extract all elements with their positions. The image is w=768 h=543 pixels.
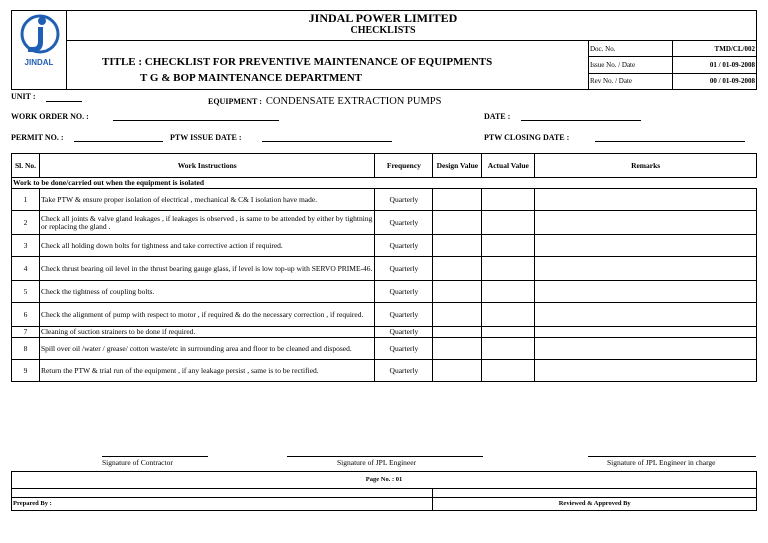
table-row xyxy=(12,235,757,257)
row-text: Check the tightness of coupling bolts. xyxy=(39,281,374,303)
row-frequency: Quarterly xyxy=(375,211,433,235)
row-design-value[interactable] xyxy=(433,235,482,257)
doc-info-row xyxy=(589,57,757,73)
row-design-value[interactable] xyxy=(433,257,482,281)
row-design-value[interactable] xyxy=(433,338,482,360)
row-actual-value[interactable] xyxy=(482,303,535,327)
footer-page-row xyxy=(12,472,757,489)
row-text: Check the alignment of pump with respect to motor , if required & do the necessary correction , if required. xyxy=(39,303,374,327)
row-frequency: Quarterly xyxy=(375,303,433,327)
col-header-design: Design Value xyxy=(433,154,482,178)
row-actual-value[interactable] xyxy=(482,235,535,257)
row-design-value[interactable] xyxy=(433,281,482,303)
row-sl: 2 xyxy=(12,211,40,235)
row-sl: 5 xyxy=(12,281,40,303)
doc-info-row xyxy=(589,73,757,89)
page-number: Page No. : 01 xyxy=(12,472,757,489)
row-actual-value[interactable] xyxy=(482,257,535,281)
row-text: Spill over oil /water / grease/ cotton waste/etc in surrounding area and floor to be cleaned and disposed. xyxy=(39,338,374,360)
row-actual-value[interactable] xyxy=(482,189,535,211)
date-label: DATE : xyxy=(484,112,511,121)
company-logo xyxy=(16,12,62,72)
work-order-label: WORK ORDER NO. : xyxy=(11,112,89,121)
col-header-actual: Actual Value xyxy=(482,154,535,178)
signature-label-jpl-engineer: Signature of JPL Engineer xyxy=(337,458,417,467)
col-header-remarks: Remarks xyxy=(535,154,757,178)
col-header-work: Work Instructions xyxy=(39,154,374,178)
section-title-row xyxy=(12,178,757,189)
row-remarks[interactable] xyxy=(535,189,757,211)
row-sl: 8 xyxy=(12,338,40,360)
row-actual-value[interactable] xyxy=(482,281,535,303)
table-row xyxy=(12,303,757,327)
row-design-value[interactable] xyxy=(433,211,482,235)
ptw-closing-field[interactable] xyxy=(595,141,745,142)
row-frequency: Quarterly xyxy=(375,281,433,303)
table-row xyxy=(12,257,757,281)
row-frequency: Quarterly xyxy=(375,257,433,281)
table-row xyxy=(12,360,757,382)
doc-info-label: Doc. No. xyxy=(589,41,673,57)
row-actual-value[interactable] xyxy=(482,338,535,360)
equipment-value: CONDENSATE EXTRACTION PUMPS xyxy=(265,96,442,107)
row-actual-value[interactable] xyxy=(482,211,535,235)
row-frequency: Quarterly xyxy=(375,235,433,257)
row-sl: 7 xyxy=(12,327,40,338)
equipment-label: EQUIPMENT : xyxy=(208,97,262,106)
signature-line-jpl-in-charge[interactable] xyxy=(588,456,756,457)
row-frequency: Quarterly xyxy=(375,338,433,360)
footer-spacer-right xyxy=(433,489,757,498)
row-text: Take PTW & ensure proper isolation of electrical , mechanical & C& I isolation have made. xyxy=(39,189,374,211)
doc-info-table xyxy=(588,40,757,90)
unit-field[interactable] xyxy=(46,101,82,102)
row-text: Return the PTW & trial run of the equipment , if any leakage persist , same is to be rectified. xyxy=(39,360,374,382)
ptw-closing-label: PTW CLOSING DATE : xyxy=(484,133,570,142)
table-header-row xyxy=(12,154,757,178)
signature-label-jpl-in-charge: Signature of JPL Engineer in charge xyxy=(607,458,716,467)
row-sl: 9 xyxy=(12,360,40,382)
table-row xyxy=(12,338,757,360)
doc-info-value: 00 / 01-09-2008 xyxy=(673,73,757,89)
checklist-table xyxy=(11,153,757,382)
table-row xyxy=(12,189,757,211)
section-title: Work to be done/carried out when the equipment is isolated xyxy=(12,178,757,189)
row-sl: 1 xyxy=(12,189,40,211)
doc-info-label: Issue No. / Date xyxy=(589,57,673,73)
row-frequency: Quarterly xyxy=(375,360,433,382)
department: T G & BOP MAINTENANCE DEPARTMENT xyxy=(140,72,362,84)
row-design-value[interactable] xyxy=(433,327,482,338)
permit-label: PERMIT NO. : xyxy=(11,133,64,142)
footer-approval-row xyxy=(12,498,757,511)
row-actual-value[interactable] xyxy=(482,360,535,382)
ptw-issue-field[interactable] xyxy=(262,141,392,142)
row-remarks[interactable] xyxy=(535,235,757,257)
row-remarks[interactable] xyxy=(535,327,757,338)
row-design-value[interactable] xyxy=(433,303,482,327)
row-sl: 6 xyxy=(12,303,40,327)
row-remarks[interactable] xyxy=(535,360,757,382)
equipment-label-wrap xyxy=(208,91,441,109)
signature-line-contractor[interactable] xyxy=(102,456,208,457)
row-text: Check thrust bearing oil level in the thrust bearing gauge glass, if level is low top-up with SERVO PRIME-46. xyxy=(39,257,374,281)
row-sl: 4 xyxy=(12,257,40,281)
row-remarks[interactable] xyxy=(535,257,757,281)
col-header-frequency: Frequency xyxy=(375,154,433,178)
row-sl: 3 xyxy=(12,235,40,257)
row-frequency: Quarterly xyxy=(375,327,433,338)
doc-info-row xyxy=(589,41,757,57)
row-text: Check all joints & valve gland leakages , if leakages is observed , is same to be attended by either by tightning or replacing the gland . xyxy=(39,211,374,235)
row-design-value[interactable] xyxy=(433,360,482,382)
row-remarks[interactable] xyxy=(535,303,757,327)
footer-spacer-row xyxy=(12,489,757,498)
signature-line-jpl-engineer[interactable] xyxy=(287,456,483,457)
row-remarks[interactable] xyxy=(535,338,757,360)
table-row xyxy=(12,281,757,303)
company-name: JINDAL POWER LIMITED xyxy=(308,11,458,25)
logo-text: JINDAL xyxy=(24,58,54,67)
page-title: TITLE : CHECKLIST FOR PREVENTIVE MAINTENANCE OF EQUIPMENTS xyxy=(102,56,493,68)
row-remarks[interactable] xyxy=(535,211,757,235)
signature-label-contractor: Signature of Contractor xyxy=(102,458,173,467)
table-row xyxy=(12,327,757,338)
unit-label: UNIT : xyxy=(11,92,36,101)
row-frequency: Quarterly xyxy=(375,189,433,211)
row-text: Cleaning of suction strainers to be done if required. xyxy=(39,327,374,338)
col-header-sl: Sl. No. xyxy=(12,154,40,178)
reviewed-by: Reviewed & Approved By xyxy=(433,498,757,511)
row-remarks[interactable] xyxy=(535,281,757,303)
footer-table xyxy=(11,471,757,511)
permit-field[interactable] xyxy=(74,141,163,142)
date-field[interactable] xyxy=(521,120,641,121)
doc-info-value: TMD/CL/002 xyxy=(673,41,757,57)
ptw-issue-label: PTW ISSUE DATE : xyxy=(170,133,242,142)
row-actual-value[interactable] xyxy=(482,327,535,338)
doc-type: CHECKLISTS xyxy=(350,25,416,36)
work-order-field[interactable] xyxy=(113,120,279,121)
row-design-value[interactable] xyxy=(433,189,482,211)
doc-info-value: 01 / 01-09-2008 xyxy=(673,57,757,73)
footer-spacer-left xyxy=(12,489,433,498)
table-row xyxy=(12,211,757,235)
row-text: Check all holding down bolts for tightness and take corrective action if required. xyxy=(39,235,374,257)
doc-info-label: Rev No. / Date xyxy=(589,73,673,89)
logo-mark-icon xyxy=(16,12,62,60)
prepared-by: Prepared By : xyxy=(12,498,433,511)
